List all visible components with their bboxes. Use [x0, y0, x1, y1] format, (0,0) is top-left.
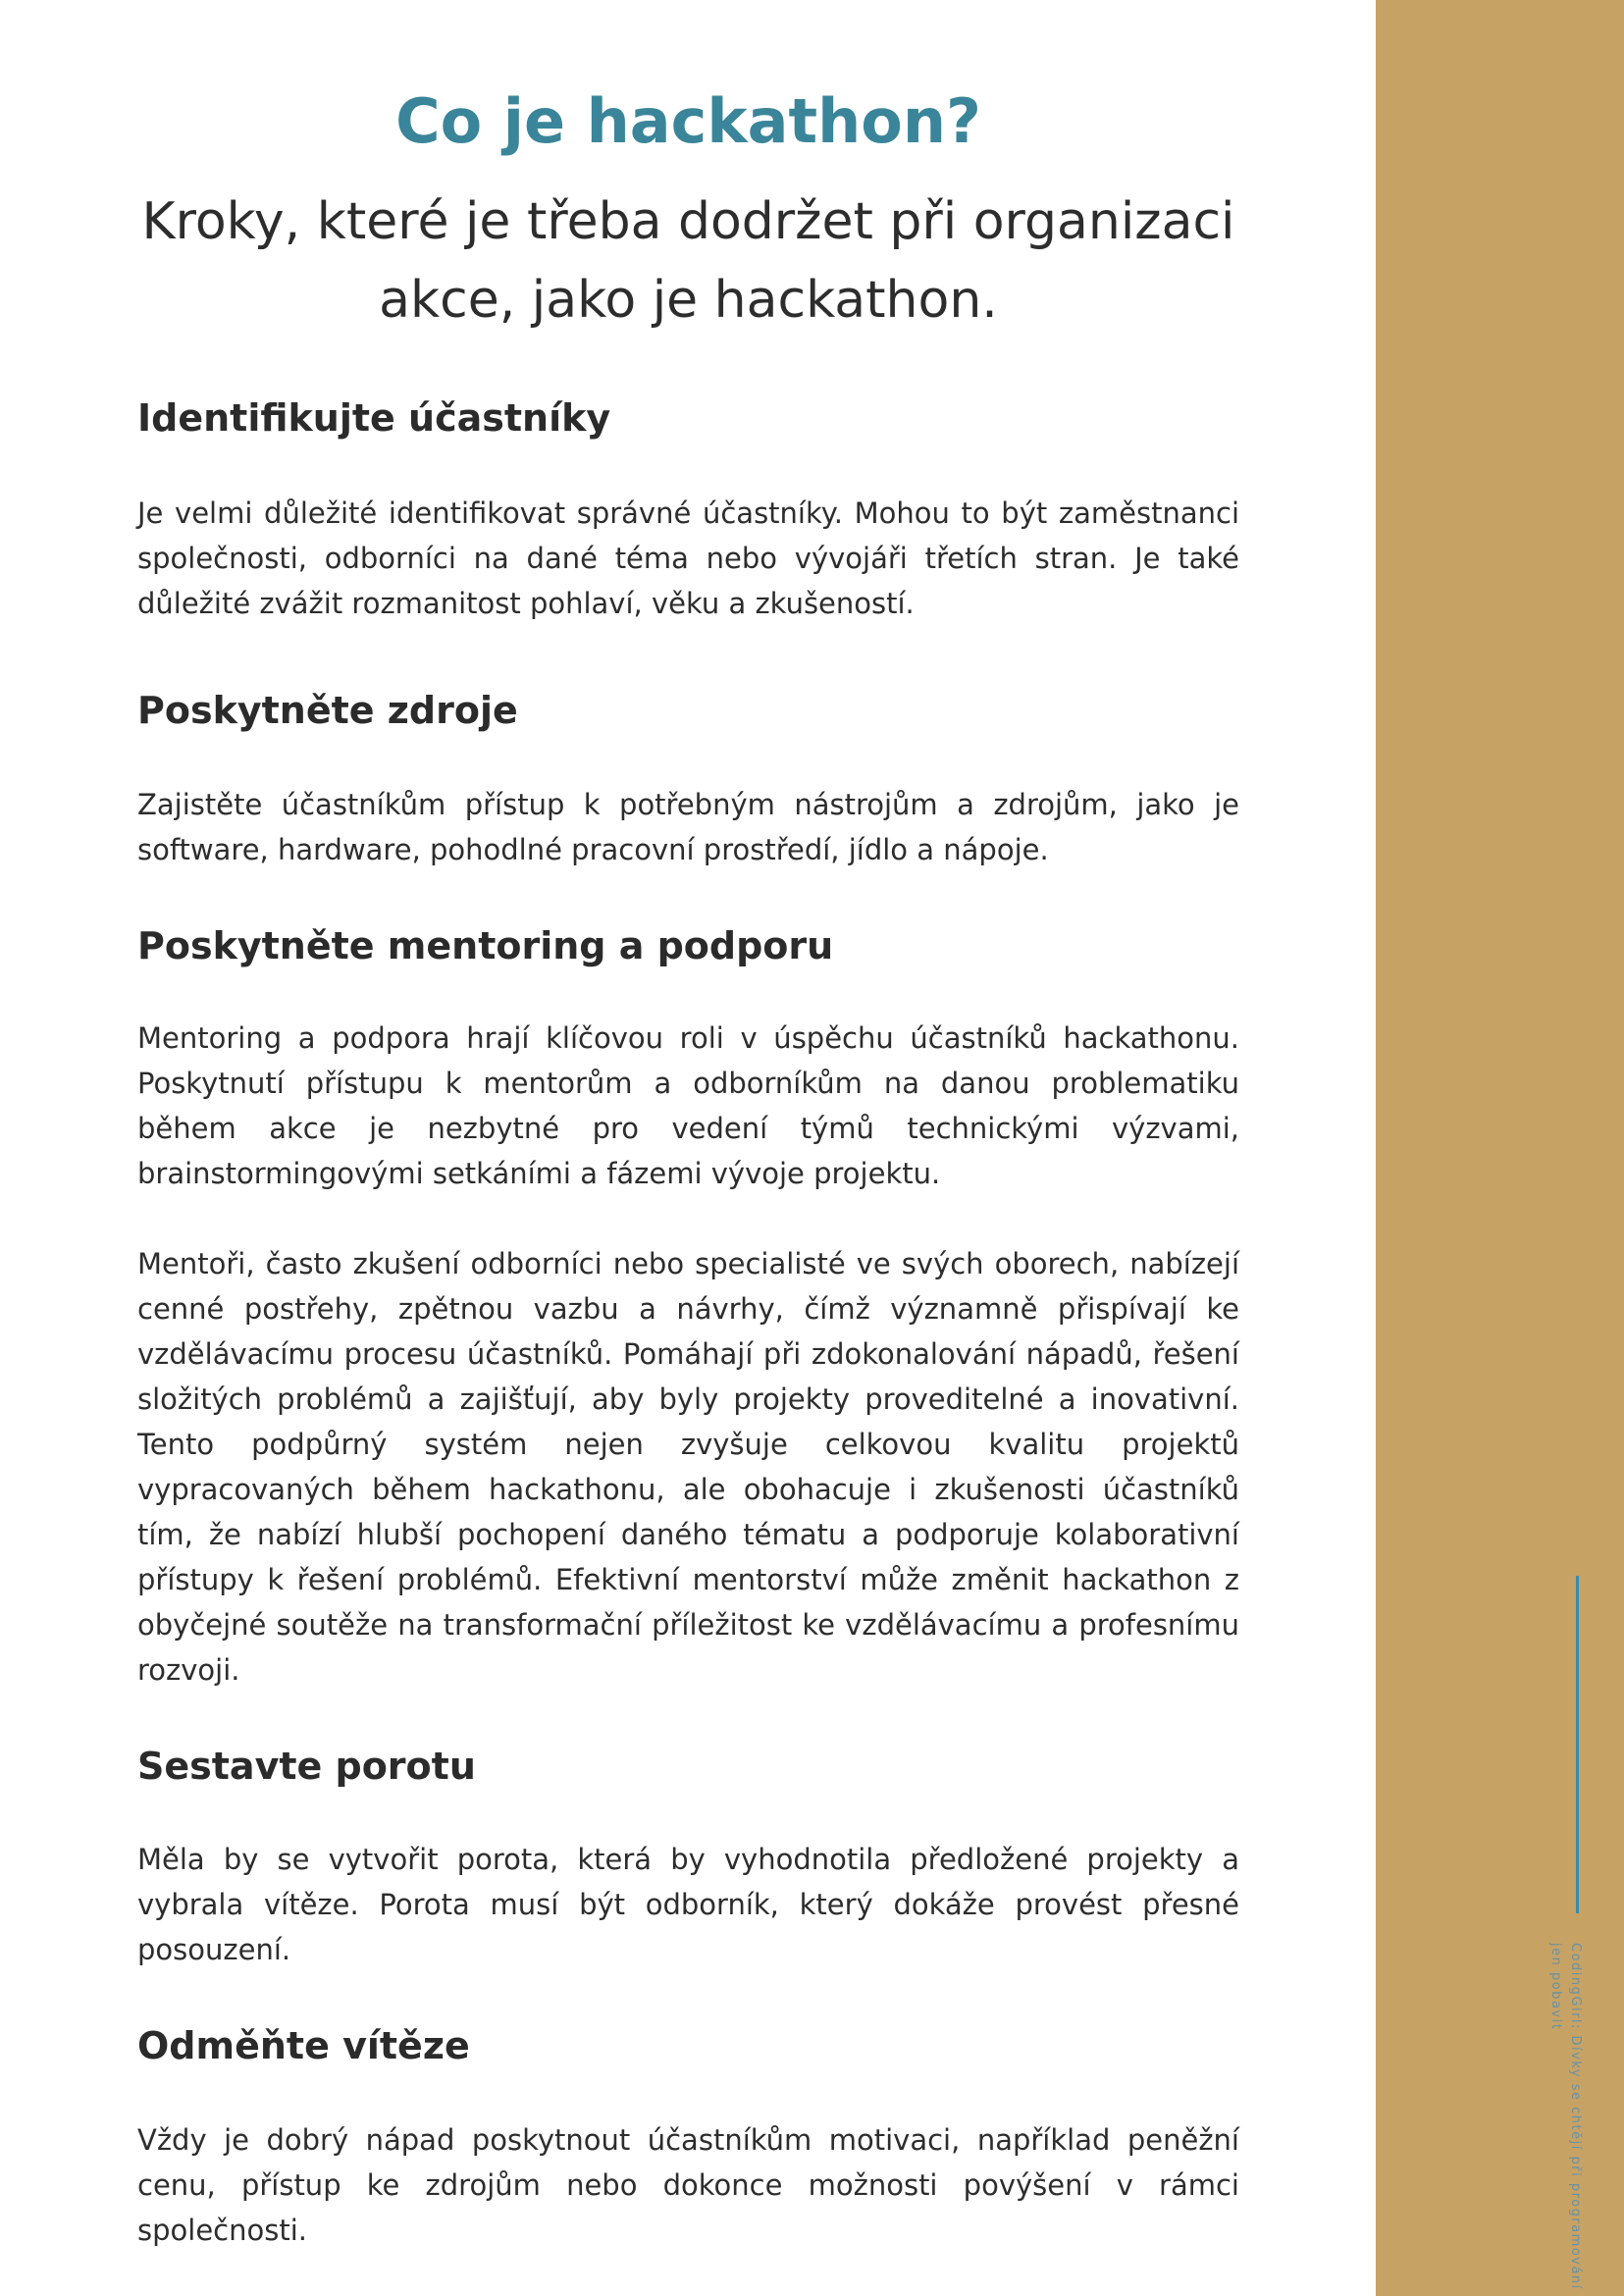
page-content: [137, 0, 1239, 2247]
decorative-sidebar: [1376, 0, 1624, 2296]
sidebar-footer-line-1: CodingGirl: Dívky se chtějí při programování: [1568, 1943, 1583, 2290]
section-paragraph-mentoring-1: Mentoring a podpora hrají klíčovou roli v úspěchu účastníků hackathonu. Poskytnutí přístupu k mentorům a odborníkům na danou problematiku během akce je nezbytné pro vedení týmů technickými výzvami, brainstormingovými setkáními a fázemi vývoje projektu.: [137, 1021, 1239, 1190]
section-paragraph-jury: Měla by se vytvořit porota, která by vyhodnotila předložené projekty a vybrala vítěze. Porota musí být odborník, který dokáže provést přesné posouzení.: [137, 1843, 1239, 1966]
section-heading-reward: Odměňte vítěze: [137, 2024, 470, 2067]
sidebar-footer-text: [1545, 1943, 1585, 2290]
section-paragraph-mentoring-2: Mentoři, často zkušení odborníci nebo specialisté ve svých oborech, nabízejí cenné postřehy, zpětnou vazbu a návrhy, čímž významně přispívají ke vzdělávacímu procesu účastníků. Pomáhají při zdokonalování nápadů, řešení složitých problémů a zajišťují, aby byly projekty proveditelné a inovativní. Tento podpůrný systém nejen zvyšuje celkovou kvalitu projektů vypracovaných během hackathonu, ale obohacuje i zkušenosti účastníků tím, že nabízí hlubší pochopení daného tématu a podporuje kolaborativní přístupy k řešení problémů. Efektivní mentorství může změnit hackathon z obyčejné soutěže na transformační příležitost ke vzdělávacímu a profesnímu rozvoji.: [137, 1247, 1239, 1687]
section-heading-mentoring: Poskytněte mentoring a podporu: [137, 924, 834, 967]
section-heading-jury: Sestavte porotu: [137, 1745, 476, 1788]
page-title: Co je hackathon?: [395, 85, 981, 157]
page-subtitle: Kroky, které je třeba dodržet při organizaci akce, jako je hackathon.: [141, 192, 1235, 330]
section-paragraph-reward: Vždy je dobrý nápad poskytnout účastníkům motivaci, například peněžní cenu, přístup ke zdrojům nebo dokonce možnosti povýšení v rámci společnosti.: [137, 2123, 1239, 2247]
section-heading-participants: Identifikujte účastníky: [137, 396, 611, 440]
sidebar-footer-line-2: jen pobavit: [1548, 1943, 1563, 2031]
section-paragraph-participants: Je velmi důležité identifikovat správné účastníky. Mohou to být zaměstnanci společnosti, odborníci na dané téma nebo vývojáři třetích stran. Je také důležité zvážit rozmanitost pohlaví, věku a zkušeností.: [137, 496, 1239, 620]
section-paragraph-resources: Zajistěte účastníkům přístup k potřebným nástrojům a zdrojům, jako je software, hardware, pohodlné pracovní prostředí, jídlo a nápoje.: [137, 788, 1239, 866]
sidebar-accent-line: [1576, 1576, 1579, 1913]
section-heading-resources: Poskytněte zdroje: [137, 689, 518, 732]
